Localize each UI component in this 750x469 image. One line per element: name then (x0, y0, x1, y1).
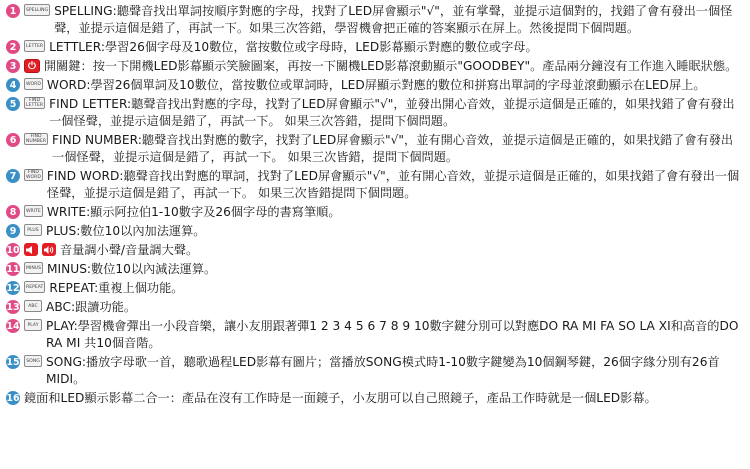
list-item (6, 168, 742, 202)
list-item (6, 77, 742, 94)
repeat-key-icon: REPEAT (24, 281, 45, 293)
list-item (6, 58, 742, 75)
item-text: WRITE:顯示阿拉伯1-10數字及26個字母的書寫筆順。 (46, 205, 341, 219)
number-badge: 4 (6, 78, 20, 92)
number-badge: 3 (6, 59, 20, 73)
list-item (6, 96, 742, 130)
number-badge: 14 (6, 320, 20, 332)
list-item (6, 390, 742, 407)
list-item (6, 223, 742, 240)
item-text: ABC:跟讀功能。 (46, 300, 137, 314)
find-word-key-icon: FIND WORD (26, 170, 41, 180)
item-text: SPELLING:聽聲音找出單詞按順序對應的字母，找對了LED屏會顯示"√"，並有掌聲，並提示這個對的，找錯了會有發出一個怪聲，並提示這個是錯了，再試一下。如果三次答錯，學習機會把正確的答案顯示在屏上。然後提問下個問題。 (54, 4, 733, 35)
item-text: 音量調小聲/音量調大聲。 (60, 243, 199, 257)
item-text: PLAY:學習機會彈出一小段音樂，讓小友朋跟著彈1 2 3 4 5 6 7 8 9 10數字鍵分別可以對應DO RA MI FA SO LA XI和高音的DO RA MI 共10個音階。 (46, 319, 739, 350)
item-text: FIND WORD:聽聲音找出對應的單詞，找對了LED屏會顯示"√"，並有開心音效，並提示這個是正確的，如果找錯了會有發出一個怪聲，並提示這個是錯了，再試一下。 如果三次皆錯提問下個問題。 (46, 169, 740, 200)
abc-key-icon: ABC (24, 300, 42, 312)
item-text: LETTLER:學習26個字母及10數位，當按數位或字母時，LED影幕顯示對應的數位或字母。 (49, 40, 538, 54)
plus-key-icon: PLUS (24, 224, 42, 236)
list-item (6, 299, 742, 316)
number-badge: 6 (6, 133, 20, 147)
volume-up-icon (42, 243, 56, 256)
number-badge: 9 (6, 224, 20, 238)
number-badge: 15 (6, 356, 20, 368)
item-text: PLUS:數位10以內加法運算。 (46, 224, 206, 238)
word-key-icon: WORD (24, 78, 43, 90)
item-text: FIND NUMBER:聽聲音找出對應的數字，找對了LED屏會顯示"√"，並有開心音效，並提示這個是正確的，如果找錯了會有發出一個怪聲，並提示這個是錯了，再試一下。 如果三次皆錯，提問下個問題。 (52, 133, 734, 164)
number-badge: 13 (6, 301, 20, 313)
number-badge: 1 (6, 4, 20, 18)
list-item (6, 261, 742, 278)
number-badge: 8 (6, 205, 20, 219)
item-text: WORD:學習26個單詞及10數位，當按數位或單詞時，LED屏顯示對應的數位和拼寫出單詞的字母並滾動顯示在LED屏上。 (46, 78, 706, 92)
number-badge: 5 (6, 97, 20, 111)
list-item (6, 132, 742, 166)
list-item (6, 318, 742, 352)
list-item (6, 280, 742, 297)
list-item (6, 242, 742, 259)
number-badge: 2 (6, 40, 20, 54)
play-key-icon: PLAY (24, 319, 42, 331)
power-key-icon: ⏻ (24, 59, 40, 73)
item-text: SONG:播放字母歌一首，聽歌過程LED影幕有圖片；當播放SONG模式時1-10數字鍵變為10個鋼琴鍵，26個字緣分別有26首MIDI。 (46, 355, 720, 386)
list-item (6, 39, 742, 56)
item-text: 鏡面和LED顯示影幕二合一：產品在沒有工作時是一面鏡子，小友朋可以自己照鏡子，產品工作時就是一個LED影幕。 (24, 391, 657, 405)
find-letter-key-icon: FIND LETTER (26, 98, 44, 108)
number-badge: 10 (6, 244, 20, 256)
item-text: REPEAT:重複上個功能。 (49, 281, 184, 295)
spelling-key-icon: SPELLING (24, 4, 50, 16)
volume-down-icon (24, 243, 38, 256)
list-item (6, 3, 742, 37)
item-text: FIND LETTER:聽聲音找出對應的字母，找對了LED屏會顯示"√"，並發出開心音效，並提示這個是正確的，如果找錯了會有發出一個怪聲，並提示這個是錯了，再試一下。 如果三次答錯，提問下個問題。 (49, 97, 735, 128)
number-badge: 7 (6, 169, 20, 183)
number-badge: 12 (6, 282, 20, 294)
list-item (6, 354, 742, 388)
number-badge: 16 (6, 392, 20, 404)
letter-key-icon: LETTER (24, 40, 45, 52)
minus-key-icon: MINUS (24, 262, 43, 274)
list-item (6, 204, 742, 221)
number-badge: 11 (6, 263, 20, 275)
song-key-icon: SONG (24, 355, 42, 367)
item-text: MINUS:數位10以內減法運算。 (47, 262, 217, 276)
find-number-key-icon: FIND NUMBER (26, 134, 47, 144)
write-key-icon: WRITE (24, 205, 43, 217)
item-text: 開關鍵：按一下開機LED影幕顯示笑臉圖案，再按一下關機LED影幕滾動顯示"GOODBEY"。產品兩分鐘沒有工作進入睡眠狀態。 (44, 59, 738, 73)
